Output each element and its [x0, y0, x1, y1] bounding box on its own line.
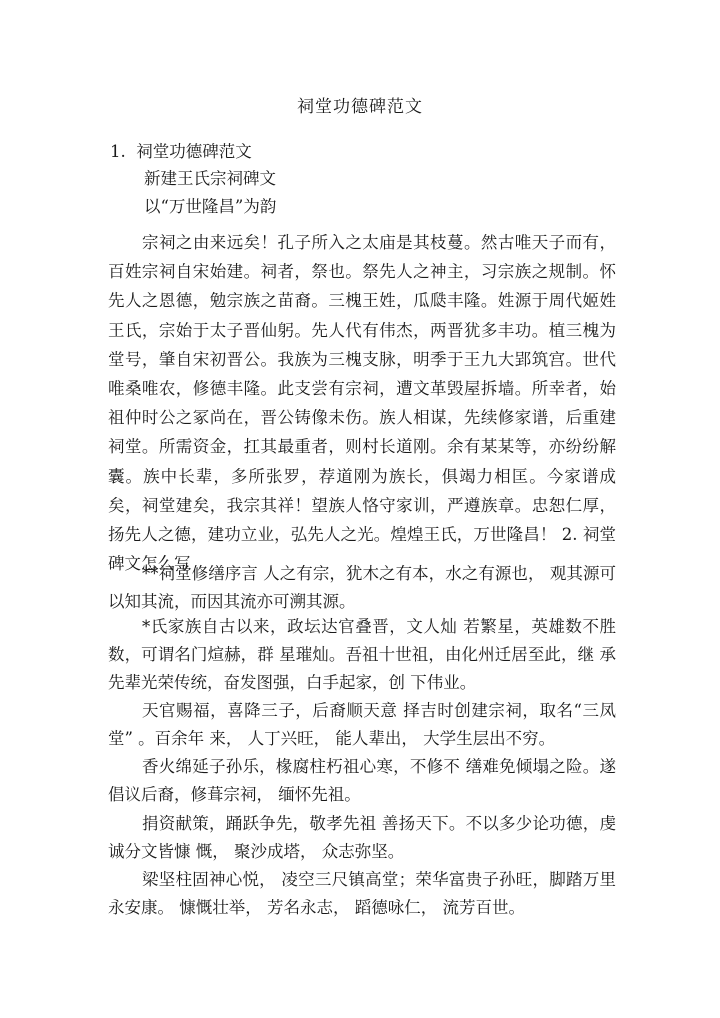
paragraph-family-history [108, 613, 616, 697]
paragraph-2-text: **祠堂修缮序言 人之有宗，犹木之有本，水之有源也， 观其源可以知其流，而因其流亦可溯其源。 [108, 564, 616, 611]
subtitle-stele-name: 新建王氏宗祠碑文 [144, 169, 276, 188]
subtitle-rhyme: 以“万世隆昌”为韵 [144, 197, 277, 216]
paragraph-4-text: 天官赐福，喜降三子，后裔顺天意 择吉时创建宗祠，取名“三凤堂” 。百余年 来， 人丁兴旺， 能人辈出， 大学生层出不穷。 [108, 701, 616, 748]
section-heading-1: 1. 祠堂功德碑范文 [110, 142, 252, 161]
paragraph-7-text: 梁坚柱固神心悦， 凌空三尺镇高堂；荣华富贵子孙旺，脚踏万里永安康。 慷慨壮举， 芳名永志， 蹈德咏仁， 流芳百世。 [108, 870, 616, 917]
paragraph-6-text: 捐资献策，踊跃争先，敬孝先祖 善扬天下。不以多少论功德，虔诚分文皆慷 慨， 聚沙成塔， 众志弥坚。 [108, 814, 616, 861]
page-title: 祠堂功德碑范文 [297, 97, 423, 117]
paragraph-stele-text [108, 228, 616, 578]
paragraph-renovation [108, 753, 616, 809]
paragraph-5-text: 香火绵延子孙乐，椽腐柱朽祖心寒，不修不 缮难免倾塌之险。遂倡议后裔，修葺宗祠， 缅怀先祖。 [108, 757, 616, 804]
paragraph-3-text: *氏家族自古以来，政坛达官叠晋，文人灿 若繁星，英雄数不胜数，可谓名门煊赫，群 星璀灿。吾祖十世祖，由化州迁居至此，继 承先辈光荣传统，奋发图强，白手起家，创 下伟业。 [108, 617, 616, 692]
paragraph-1-text: 宗祠之由来远矣！孔子所入之太庙是其枝蔓。然古唯天子而有，百姓宗祠自宋始建。祠者，祭也。祭先人之神主，习宗族之规制。怀先人之恩德，勉宗族之苗裔。三槐王姓，瓜瓞丰隆。姓源于周代姬姓王氏，宗始于太子晋仙躬。先人代有伟杰，两晋犹多丰功。植三槐为堂号，肇自宋初晋公。我族为三槐支脉，明季于王九大郢筑宫。世代唯桑唯农，修德丰隆。此支尝有宗祠，遭文革毁屋拆墙。所幸者，始祖仲时公之冢尚在，晋公铸像未伤。族人相谋，先续修家谱，后重建祠堂。所需资金，扛其最重者，则村长道刚。余有某某等，亦纷纷解囊。族中长辈，多所张罗，荐道刚为族长，俱竭力相匡。今家谱成矣，祠堂建矣，我宗其祥！望族人恪守家训，严遵族章。忠恕仁厚，扬先人之德，建功立业，弘先人之光。煌煌王氏，万世隆昌！ 2. 祠堂碑文怎么写 [108, 233, 616, 574]
paragraph-ancestral-hall [108, 697, 616, 753]
paragraph-closing [108, 866, 616, 922]
paragraph-preface [108, 560, 616, 616]
paragraph-donations [108, 810, 616, 866]
